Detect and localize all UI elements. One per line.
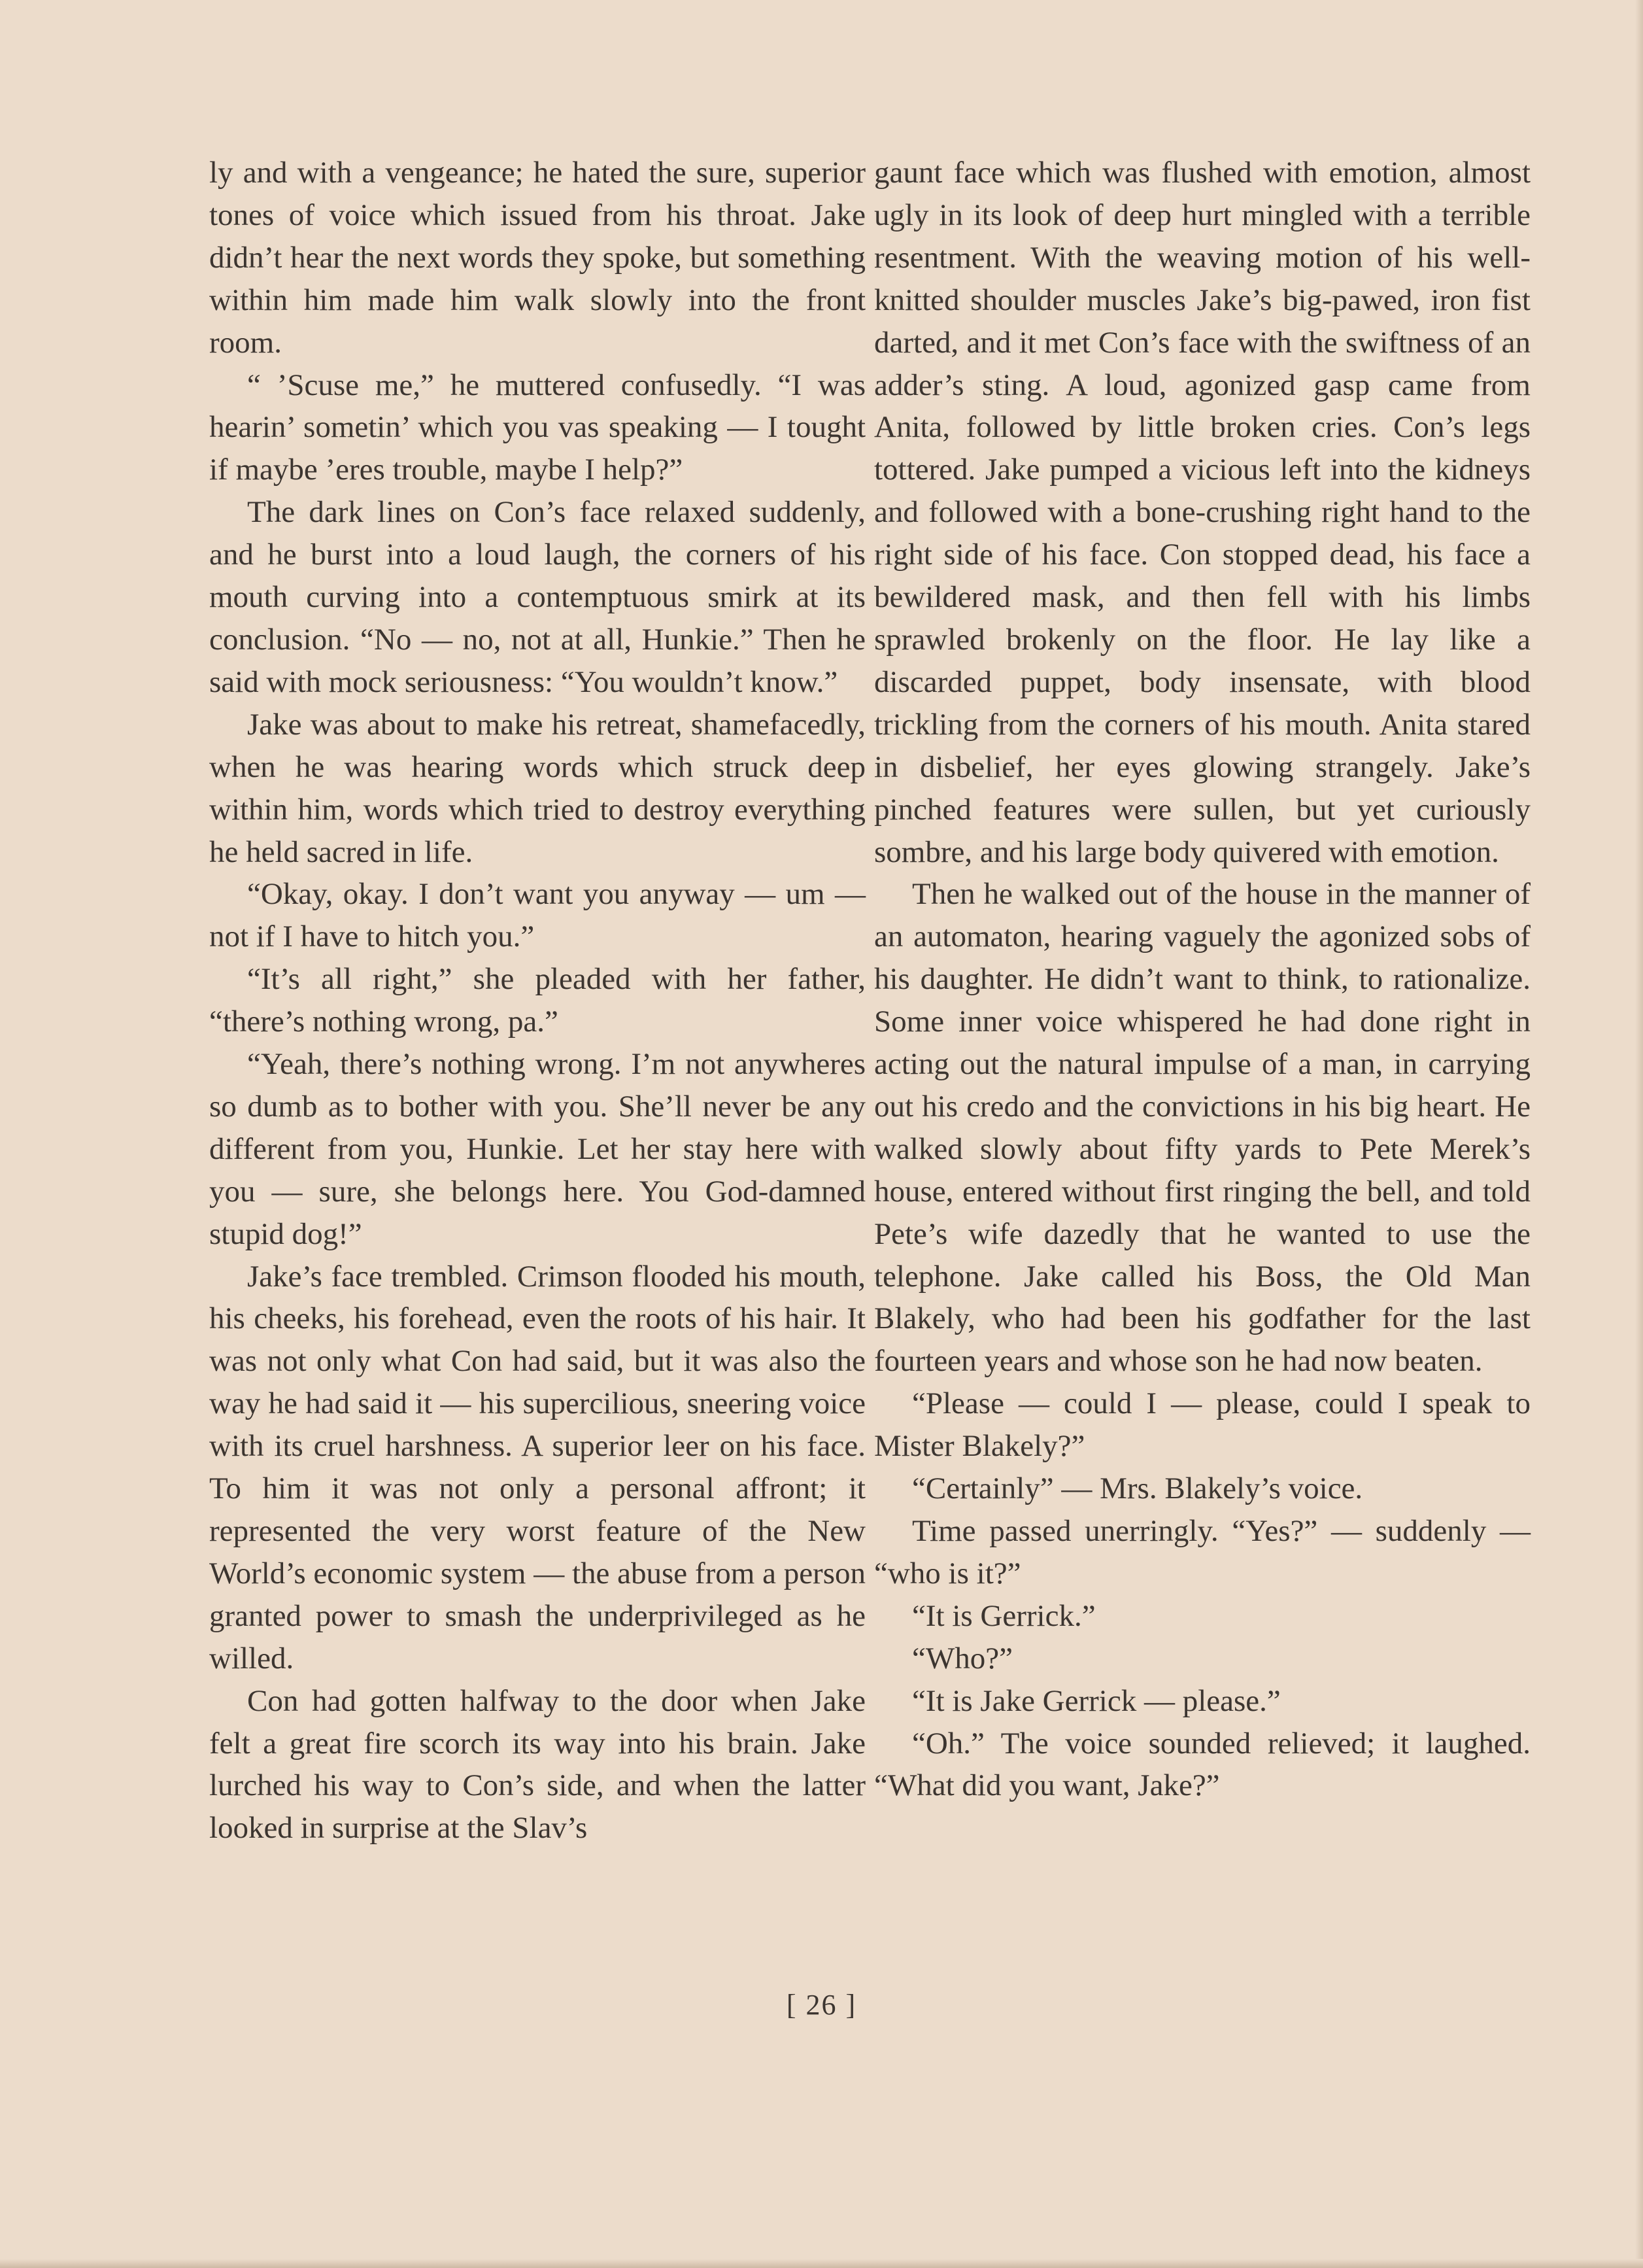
paragraph: “It is Gerrick.” xyxy=(912,1598,1096,1633)
paragraph: The dark lines on Con’s face relaxed suddenly, and he burst into a loud laugh, the corners of his mouth curving into a contemptuous smirk at its conclusion. “No — no, not at all, Hunkie.” Then he said with mock seriousness: “You wouldn’t know.” xyxy=(209,495,866,699)
paragraph: Time passed unerringly. “Yes?” — suddenly — “who is it?” xyxy=(874,1514,1531,1590)
paragraph: “It is Jake Gerrick — please.” xyxy=(912,1683,1281,1718)
left-text-column xyxy=(209,152,866,1849)
paragraph: “Certainly” — Mrs. Blakely’s voice. xyxy=(912,1471,1363,1506)
paragraph: Then he walked out of the house in the manner of an automaton, hearing vaguely the agonized sobs of his daughter. He didn’t want to think, to rationalize. Some inner voice whispered he had done right in acting out the natural impulse of a man, in carrying out his credo and the convictions in his big heart. He walked slowly about fifty yards to Pete Merek’s house, entered without first ringing the bell, and told Pete’s wife dazedly that he wanted to use the telephone. Jake called his Boss, the Old Man Blakely, who had been his godfather for the last fourteen years and whose son he had now beaten. xyxy=(874,877,1531,1379)
paragraph: Con had gotten halfway to the door when Jake felt a great fire scorch its way into his brain. Jake lurched his way to Con’s side, and when the latter looked in surprise at the Slav’s xyxy=(209,1683,866,1846)
paragraph: “Who?” xyxy=(912,1641,1013,1675)
paragraph: “It’s all right,” she pleaded with her father, “there’s nothing wrong, pa.” xyxy=(209,962,866,1039)
paragraph: “Please — could I — please, could I speak to Mister Blakely?” xyxy=(874,1386,1531,1464)
paragraph: “Yeah, there’s nothing wrong. I’m not anywheres so dumb as to bother with you. She’ll never be any different from you, Hunkie. Let her stay here with you — sure, she belongs here. You God-damned stupid dog!” xyxy=(209,1047,866,1251)
paragraph-continued: gaunt face which was flushed with emotion, almost ugly in its look of deep hurt mingled with a terrible resentment. With the weaving motion of his well-knitted shoulder muscles Jake’s big-pawed, iron fist darted, and it met Con’s face with the swiftness of an adder’s sting. A loud, agonized gasp came from Anita, followed by little broken cries. Con’s legs tottered. Jake pumped a vicious left into the kidneys and followed with a bone-crushing right hand to the right side of his face. Con stopped dead, his face a bewildered mask, and then fell with his limbs sprawled brokenly on the floor. He lay like a discarded puppet, body insensate, with blood trickling from the corners of his mouth. Anita stared in disbelief, her eyes glowing strangely. Jake’s pinched features were sullen, but yet curiously sombre, and his large body quivered with emotion. xyxy=(874,156,1531,869)
paragraph: Jake was about to make his retreat, shamefacedly, when he was hearing words which struck deep within him, words which tried to destroy everything he held sacred in life. xyxy=(209,707,866,869)
right-text-column xyxy=(874,152,1531,1807)
page-bottom-shadow xyxy=(0,2259,1643,2268)
paragraph: “ ’Scuse me,” he muttered confusedly. “I was hearin’ sometin’ which you vas speaking — I tought if maybe ’eres trouble, maybe I help?” xyxy=(209,368,866,487)
paragraph: “Okay, okay. I don’t want you anyway — um — not if I have to hitch you.” xyxy=(209,877,866,954)
paragraph: Jake’s face trembled. Crimson flooded his mouth, his cheeks, his forehead, even the roots of his hair. It was not only what Con had said, but it was also the way he had said it — his supercilious, sneering voice with its cruel harshness. A superior leer on his face. To him it was not only a personal affront; it represented the very worst feature of the New World’s economic system — the abuse from a person granted power to smash the underprivileged as he willed. xyxy=(209,1259,866,1675)
paragraph-continued: ly and with a vengeance; he hated the sure, superior tones of voice which issued from his throat. Jake didn’t hear the next words they spoke, but something within him made him walk slowly into the front room. xyxy=(209,156,866,360)
page-edge-shadow xyxy=(1635,0,1643,2268)
paragraph: “Oh.” The voice sounded relieved; it laughed. “What did you want, Jake?” xyxy=(874,1726,1531,1803)
page-number: [ 26 ] xyxy=(786,1989,857,2021)
